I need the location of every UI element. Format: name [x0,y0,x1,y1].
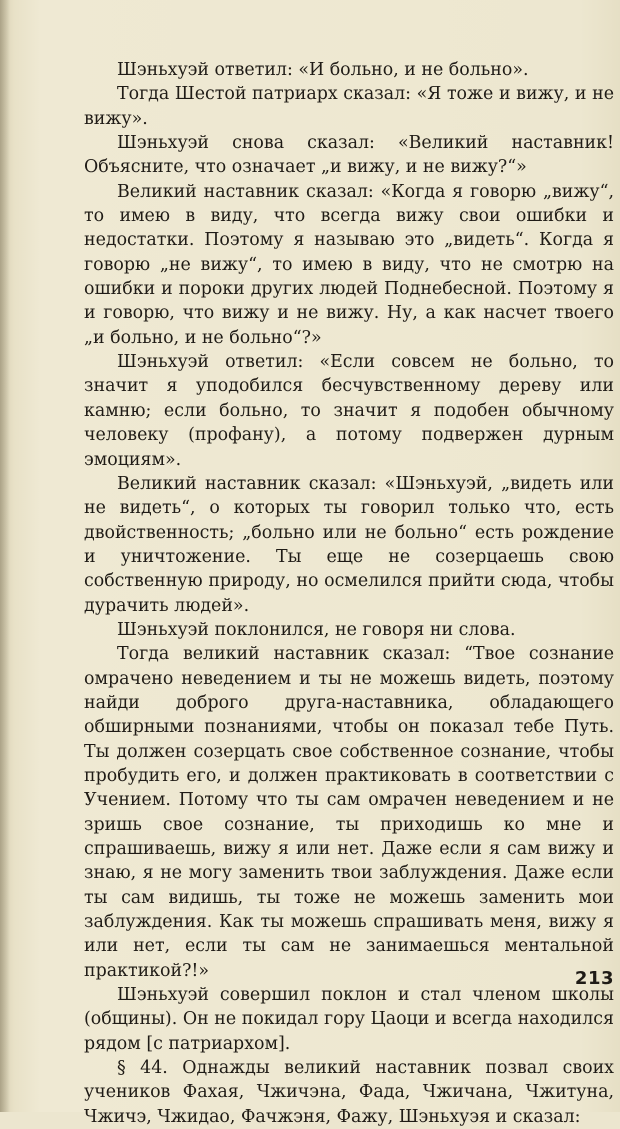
paragraph-2: Тогда Шестой патриарх сказал: «Я тоже и вижу, и не вижу». [84,84,614,129]
spine-shadow [0,0,10,1112]
paragraph-8: Тогда великий наставник сказал: “Твое сознание омрачено неведением и ты не можешь видеть, поэтому найди доброго друга-наставника, обладающего обширными познаниями, чтобы он показал тебе Путь. Ты должен созерцать свое собственное сознание, чтобы пробудить его, и должен практиковать в соответствии с Учением. Потому что ты сам омрачен неведением и не зришь свое сознание, ты приходишь ко мне и спрашиваешь, вижу я или нет. Даже если я сам вижу и знаю, я не могу заменить твои заблуждения. Даже если ты сам видишь, ты тоже не можешь заменить мои заблуждения. Как ты можешь спрашивать меня, вижу я или нет, если ты сам не занимаешься ментальной практикой?!» [84,644,614,981]
paragraph-5: Шэньхуэй ответил: «Если совсем не больно, то значит я уподобился бесчувственному дереву или камню; если больно, то значит я подобен обычному человеку (профану), а потому подвержен дурным эмоциям». [84,352,614,470]
page-number: 213 [574,968,614,989]
paragraph-4: Великий наставник сказал: «Когда я говорю „вижу“, то имею в виду, что всегда вижу свои ошибки и недостатки. Поэтому я называю это „видеть“. Когда я говорю „не вижу“, то имею в виду, что не смотрю на ошибки и пороки других людей Поднебесной. Поэтому я и говорю, что вижу и не вижу. Ну, а как насчет твоего „и больно, и не больно“?» [84,181,614,348]
paragraph-9: Шэньхуэй совершил поклон и стал членом школы (общины). Он не покидал гору Цаоци и всегда находился рядом [с патриархом]. [84,985,614,1054]
paragraph-7: Шэньхуэй поклонился, не говоря ни слова. [117,619,516,640]
paragraph-1: Шэньхуэй ответил: «И больно, и не больно». [117,60,529,80]
paragraph-3: Шэньхуэй снова сказал: «Великий наставник! Объясните, что означает „и вижу, и не вижу?“» [84,133,614,178]
body-text [84,58,614,1129]
paragraph-10: § 44. Однажды великий наставник позвал своих учеников Фахая, Чжичэна, Фада, Чжичана, Чжитуна, Чжичэ, Чжидао, Фачжэня, Фажу, Шэньхуэя и сказал: [84,1058,614,1127]
paragraph-6: Великий наставник сказал: «Шэньхуэй, „видеть или не видеть“, о которых ты говорил только что, есть двойственность; „больно или не больно“ есть рождение и уничтожение. Ты еще не созерцаешь свою собственную природу, но осмелился прийти сюда, чтобы дурачить людей». [84,473,614,616]
